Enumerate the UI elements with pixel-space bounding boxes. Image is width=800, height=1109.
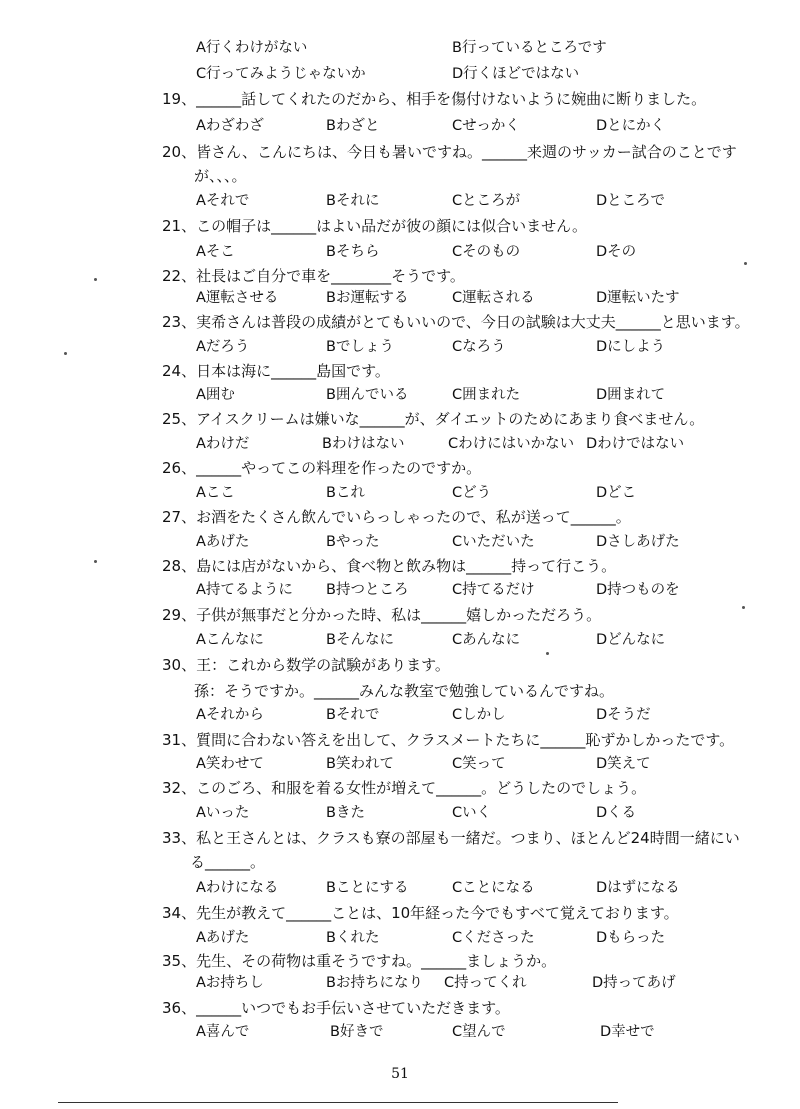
q36-option-b: B好きで [330, 1024, 384, 1040]
q26-stem: 26、______やってこの料理を作ったのですか。 [162, 459, 482, 477]
q23-stem: 23、実希さんは普段の成績がとてもいいので、今日の試験は大丈夫______と思います。 [162, 313, 750, 331]
q26-option-d: Dどこ [596, 485, 637, 501]
q22-option-b: Bお運転する [326, 290, 409, 306]
q24-option-a: A囲む [196, 387, 235, 403]
q21-stem: 21、この帽子は______はよい品だが彼の顔には似合いません。 [162, 217, 587, 235]
q35-option-d: D持ってあげ [592, 975, 676, 991]
q28-option-a: A持てるように [196, 582, 293, 598]
q35-option-c: C持ってくれ [444, 975, 527, 991]
q24-option-b: B囲んでいる [326, 387, 409, 403]
q18-option-d: D行くほどではない [452, 66, 580, 82]
q32-option-d: Dくる [596, 805, 637, 821]
q25-option-a: Aわけだ [196, 436, 250, 452]
q20-option-b: Bそれに [326, 193, 380, 209]
q19-option-c: Cせっかく [452, 118, 520, 134]
q23-option-d: Dにしよう [596, 339, 666, 355]
q29-option-d: Dどんなに [596, 632, 666, 648]
q27-stem: 27、お酒をたくさん飲んでいらっしゃったので、私が送って______。 [162, 508, 631, 526]
q36-option-c: C望んで [452, 1024, 506, 1040]
q33-option-d: Dはずになる [596, 880, 680, 896]
q19-option-a: Aわざわざ [196, 118, 264, 134]
q33-option-b: Bことにする [326, 880, 409, 896]
q25-option-c: Cわけにはいかない [448, 436, 575, 452]
q28-option-c: C持てるだけ [452, 582, 535, 598]
q30-stem: 30、王：これから数学の試験があります。 [162, 656, 450, 674]
q19-option-b: Bわざと [326, 118, 380, 134]
q31-stem: 31、質問に合わない答えを出して、クラスメートたちに______恥ずかしかったです。 [162, 731, 735, 749]
q20-stem-cont: が、、、。 [194, 167, 247, 185]
scan-speck [94, 560, 97, 563]
q24-option-d: D囲まれて [596, 387, 666, 403]
q33-option-c: Cことになる [452, 880, 535, 896]
q29-stem: 29、子供が無事だと分かった時、私は______嬉しかっただろう。 [162, 606, 602, 624]
q25-option-b: Bわけはない [322, 436, 405, 452]
q24-option-c: C囲まれた [452, 387, 521, 403]
q20-option-d: Dところで [596, 193, 666, 209]
q24-stem: 24、日本は海に______島国です。 [162, 362, 390, 380]
q34-option-c: Cくださった [452, 930, 535, 946]
q31-option-a: A笑わせて [196, 756, 264, 772]
q30-option-b: Bそれで [326, 707, 380, 723]
q35-option-b: Bお持ちになり [326, 975, 423, 991]
q34-stem: 34、先生が教えて______ことは、10年経った今でもすべて覚えております。 [162, 904, 679, 922]
q27-option-d: Dさしあげた [596, 534, 680, 550]
q23-option-a: Aだろう [196, 339, 250, 355]
q30-option-a: Aそれから [196, 707, 264, 723]
q26-option-b: Bこれ [326, 485, 365, 501]
q19-option-d: Dとにかく [596, 118, 666, 134]
q34-option-a: Aあげた [196, 930, 250, 946]
q29-option-b: Bそんなに [326, 632, 394, 648]
q20-option-a: Aそれで [196, 193, 250, 209]
q20-stem: 20、皆さん、こんにちは、今日も暑いですね。______来週のサッカー試合のことです [162, 143, 737, 161]
q22-option-a: A運転させる [196, 290, 279, 306]
q25-stem: 25、アイスクリームは嫌いな______が、ダイエットのためにあまり食べません。 [162, 410, 705, 428]
q21-option-d: Dその [596, 244, 637, 260]
q22-option-c: C運転される [452, 290, 535, 306]
q36-stem: 36、______いつでもお手伝いさせていただきます。 [162, 999, 510, 1017]
q21-option-c: Cそのもの [452, 244, 521, 260]
bottom-rule [58, 1102, 618, 1103]
q21-option-a: Aそこ [196, 244, 235, 260]
q28-option-d: D持つものを [596, 582, 680, 598]
q32-stem: 32、このごろ、和服を着る女性が増えて______。どうしたのでしょう。 [162, 779, 647, 797]
scan-speck [94, 278, 97, 281]
scan-speck [546, 652, 549, 655]
page-number: 51 [391, 1066, 409, 1082]
q23-option-c: Cなろう [452, 339, 506, 355]
scan-speck [64, 352, 67, 355]
q27-option-b: Bやった [326, 534, 380, 550]
q22-stem: 22、社長はご自分で車を________そうです。 [162, 267, 465, 285]
q35-option-a: Aお持ちし [196, 975, 264, 991]
q26-option-a: Aここ [196, 485, 235, 501]
q36-option-d: D幸せで [600, 1024, 655, 1040]
q34-option-d: Dもらった [596, 930, 666, 946]
q28-stem: 28、島には店がないから、食べ物と飲み物は______持って行こう。 [162, 557, 617, 575]
q25-option-d: Dわけではない [586, 436, 685, 452]
q32-option-c: Cいく [452, 805, 492, 821]
q28-option-b: B持つところ [326, 582, 409, 598]
q29-option-a: Aこんなに [196, 632, 264, 648]
q31-option-d: D笑えて [596, 756, 651, 772]
q32-option-a: Aいった [196, 805, 250, 821]
q26-option-c: Cどう [452, 485, 492, 501]
q30-option-c: Cしかし [452, 707, 506, 723]
q18-option-b: B行っているところです [452, 40, 607, 56]
q31-option-b: B笑われて [326, 756, 394, 772]
q32-option-b: Bきた [326, 805, 365, 821]
scan-speck [742, 606, 745, 609]
q33-stem-cont: る______。 [190, 853, 266, 871]
q33-option-a: Aわけになる [196, 880, 279, 896]
q22-option-d: D運転いたす [596, 290, 680, 306]
q27-option-a: Aあげた [196, 534, 250, 550]
q30-option-d: Dそうだ [596, 707, 651, 723]
q18-option-a: A行くわけがない [196, 40, 308, 56]
q34-option-b: Bくれた [326, 930, 380, 946]
q23-option-b: Bでしょう [326, 339, 394, 355]
q18-option-c: C行ってみようじゃないか [196, 66, 366, 82]
q20-option-c: Cところが [452, 193, 521, 209]
scan-speck [744, 262, 747, 265]
q27-option-c: Cいただいた [452, 534, 535, 550]
q33-stem: 33、私と王さんとは、クラスも寮の部屋も一緒だ。つまり、ほとんど24時間一緒にい [162, 829, 740, 847]
q30-stem-cont: 孫：そうですか。______みんな教室で勉強しているんですね。 [194, 682, 615, 700]
q36-option-a: A喜んで [196, 1024, 250, 1040]
q21-option-b: Bそちら [326, 244, 380, 260]
q29-option-c: Cあんなに [452, 632, 521, 648]
q31-option-c: C笑って [452, 756, 506, 772]
q35-stem: 35、先生、その荷物は重そうですね。______ましょうか。 [162, 952, 557, 970]
q19-stem: 19、______話してくれたのだから、相手を傷付けないように婉曲に断りました。 [162, 90, 707, 108]
